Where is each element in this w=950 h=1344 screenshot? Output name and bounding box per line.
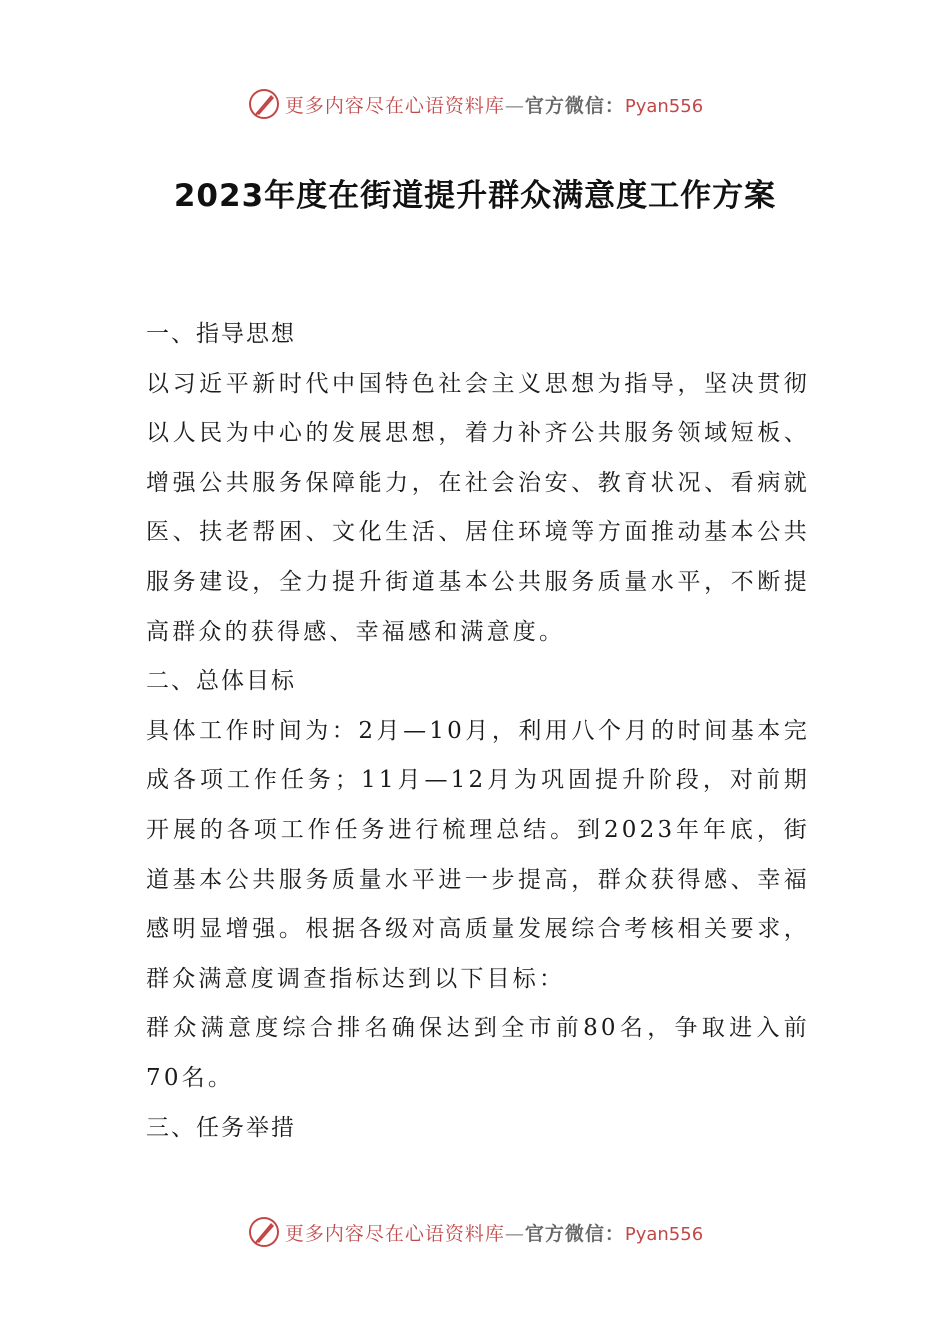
watermark-text: 更多内容尽在心语资料库—官方微信：Pyan556 [284, 94, 704, 117]
paragraph-overall-goal: 具体工作时间为：2月—10月，利用八个月的时间基本完成各项工作任务；11月—12月为巩固提升阶段，对前期开展的各项工作任务进行梳理总结。到2023年年底，街道基本公共服务质量水平进一步提高，群众获得感、幸福感明显增强。根据各级对高质量发展综合考核相关要求，群众满意度调查指标达到以下目标： [146, 717, 810, 992]
paragraph-ranking-target: 群众满意度综合排名确保达到全市前80名，争取进入前70名。 [146, 1015, 810, 1091]
quill-pen-in-circle-icon [247, 87, 281, 121]
document-title: 2023年度在街道提升群众满意度工作方案 [173, 178, 777, 214]
watermark-text: 更多内容尽在心语资料库—官方微信：Pyan556 [284, 1222, 704, 1245]
document-body [146, 310, 810, 1153]
section-heading-overall-goal: 二、总体目标 [146, 668, 296, 695]
watermark-header [0, 84, 950, 124]
section-heading-task-measures: 三、任务举措 [146, 1114, 296, 1141]
quill-pen-in-circle-icon [247, 1215, 281, 1249]
watermark-footer [0, 1212, 950, 1252]
section-heading-guiding-ideology: 一、指导思想 [146, 321, 296, 347]
paragraph-guiding-ideology: 以习近平新时代中国特色社会主义思想为指导，坚决贯彻以人民为中心的发展思想，着力补齐公共服务领域短板、增强公共服务保障能力，在社会治安、教育状况、看病就医、扶老帮困、文化生活、居住环境等方面推动基本公共服务建设，全力提升街道基本公共服务质量水平，不断提高群众的获得感、幸福感和满意度。 [146, 370, 810, 645]
